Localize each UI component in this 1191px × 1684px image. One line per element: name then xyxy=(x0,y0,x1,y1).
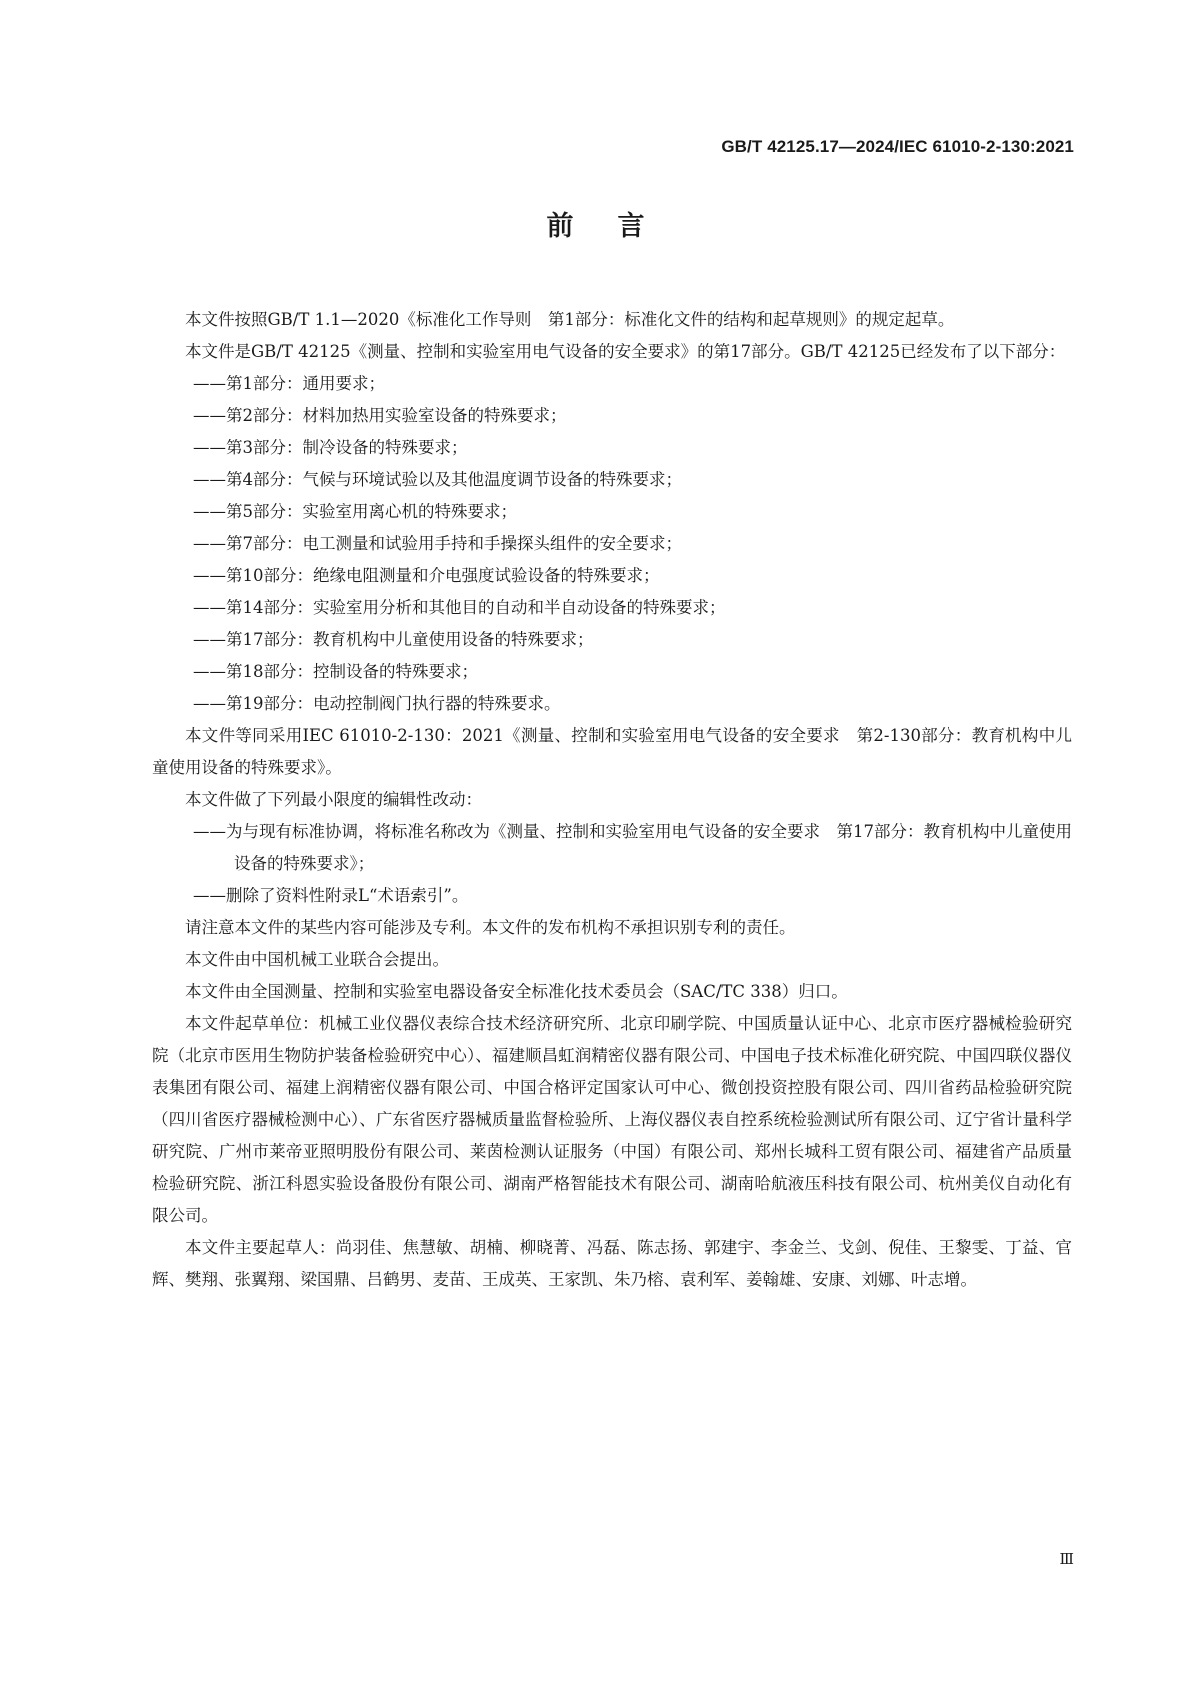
list-item-part-1: ——第1部分：通用要求； xyxy=(193,374,385,393)
paragraph-committee: 本文件由全国测量、控制和实验室电器设备安全标准化技术委员会（SAC/TC 338）归口。 xyxy=(185,982,848,1001)
paragraph-edits-intro: 本文件做了下列最小限度的编辑性改动： xyxy=(185,790,482,809)
page-title: 前言 xyxy=(546,211,689,242)
list-item-part-5: ——第5部分：实验室用离心机的特殊要求； xyxy=(193,502,517,521)
list-item-part-3: ——第3部分：制冷设备的特殊要求； xyxy=(193,438,468,457)
paragraph-adoption: 本文件等同采用IEC 61010-2-130：2021《测量、控制和实验室用电气设备的安全要求 第2-130部分：教育机构中儿童使用设备的特殊要求》。 xyxy=(152,726,1072,777)
list-item-edit-2: ——删除了资料性附录L“术语索引”。 xyxy=(193,886,469,905)
paragraph-drafting-rules: 本文件按照GB/T 1.1—2020《标准化工作导则 第1部分：标准化文件的结构和起草规则》的规定起草。 xyxy=(185,310,955,329)
list-item-part-14: ——第14部分：实验室用分析和其他目的自动和半自动设备的特殊要求； xyxy=(193,598,726,617)
paragraph-patent-notice: 请注意本文件的某些内容可能涉及专利。本文件的发布机构不承担识别专利的责任。 xyxy=(185,918,796,937)
list-item-edit-1: ——为与现有标准协调，将标准名称改为《测量、控制和实验室用电气设备的安全要求 第17部分：教育机构中儿童使用设备的特殊要求》； xyxy=(193,822,1072,873)
paragraph-drafting-units: 本文件起草单位：机械工业仪器仪表综合技术经济研究所、北京印刷学院、中国质量认证中心、北京市医疗器械检验研究院（北京市医用生物防护装备检验研究中心）、福建顺昌虹润精密仪器有限公司、中国电子技术标准化研究院、中国四联仪器仪表集团有限公司、福建上润精密仪器有限公司、中国合格评定国家认可中心、微创投资控股有限公司、四川省药品检验研究院（四川省医疗器械检测中心）、广东省医疗器械质量监督检验所、上海仪器仪表自控系统检验测试所有限公司、辽宁省计量科学研究院、广州市莱帝亚照明股份有限公司、莱茵检测认证服务（中国）有限公司、郑州长城科工贸有限公司、福建省产品质量检验研究院、浙江科恩实验设备股份有限公司、湖南严格智能技术有限公司、湖南哈航液压科技有限公司、杭州美仪自动化有限公司。 xyxy=(152,1014,1072,1225)
list-item-part-18: ——第18部分：控制设备的特殊要求； xyxy=(193,662,478,681)
paragraph-proposer: 本文件由中国机械工业联合会提出。 xyxy=(185,950,449,969)
paragraph-drafters: 本文件主要起草人：尚羽佳、焦慧敏、胡楠、柳晓菁、冯磊、陈志扬、郭建宇、李金兰、戈剑、倪佳、王黎雯、丁益、官辉、樊翔、张翼翔、梁国鼎、吕鹤男、麦苗、王成英、王家凯、朱乃榕、袁利军、姜翰雄、安康、刘娜、叶志增。 xyxy=(152,1238,1072,1289)
document-body xyxy=(152,304,1072,1296)
list-item-part-17: ——第17部分：教育机构中儿童使用设备的特殊要求； xyxy=(193,630,594,649)
standard-number: GB/T 42125.17—2024/IEC 61010-2-130:2021 xyxy=(721,137,1074,156)
paragraph-series-intro: 本文件是GB/T 42125《测量、控制和实验室用电气设备的安全要求》的第17部分。GB/T 42125已经发布了以下部分： xyxy=(185,342,1066,361)
list-item-part-7: ——第7部分：电工测量和试验用手持和手操探头组件的安全要求； xyxy=(193,534,682,553)
list-item-part-4: ——第4部分：气候与环境试验以及其他温度调节设备的特殊要求； xyxy=(193,470,682,489)
list-item-part-10: ——第10部分：绝缘电阻测量和介电强度试验设备的特殊要求； xyxy=(193,566,660,585)
page-number: Ⅲ xyxy=(1059,1550,1074,1568)
list-item-part-19: ——第19部分：电动控制阀门执行器的特殊要求。 xyxy=(193,694,561,713)
list-item-part-2: ——第2部分：材料加热用实验室设备的特殊要求； xyxy=(193,406,567,425)
